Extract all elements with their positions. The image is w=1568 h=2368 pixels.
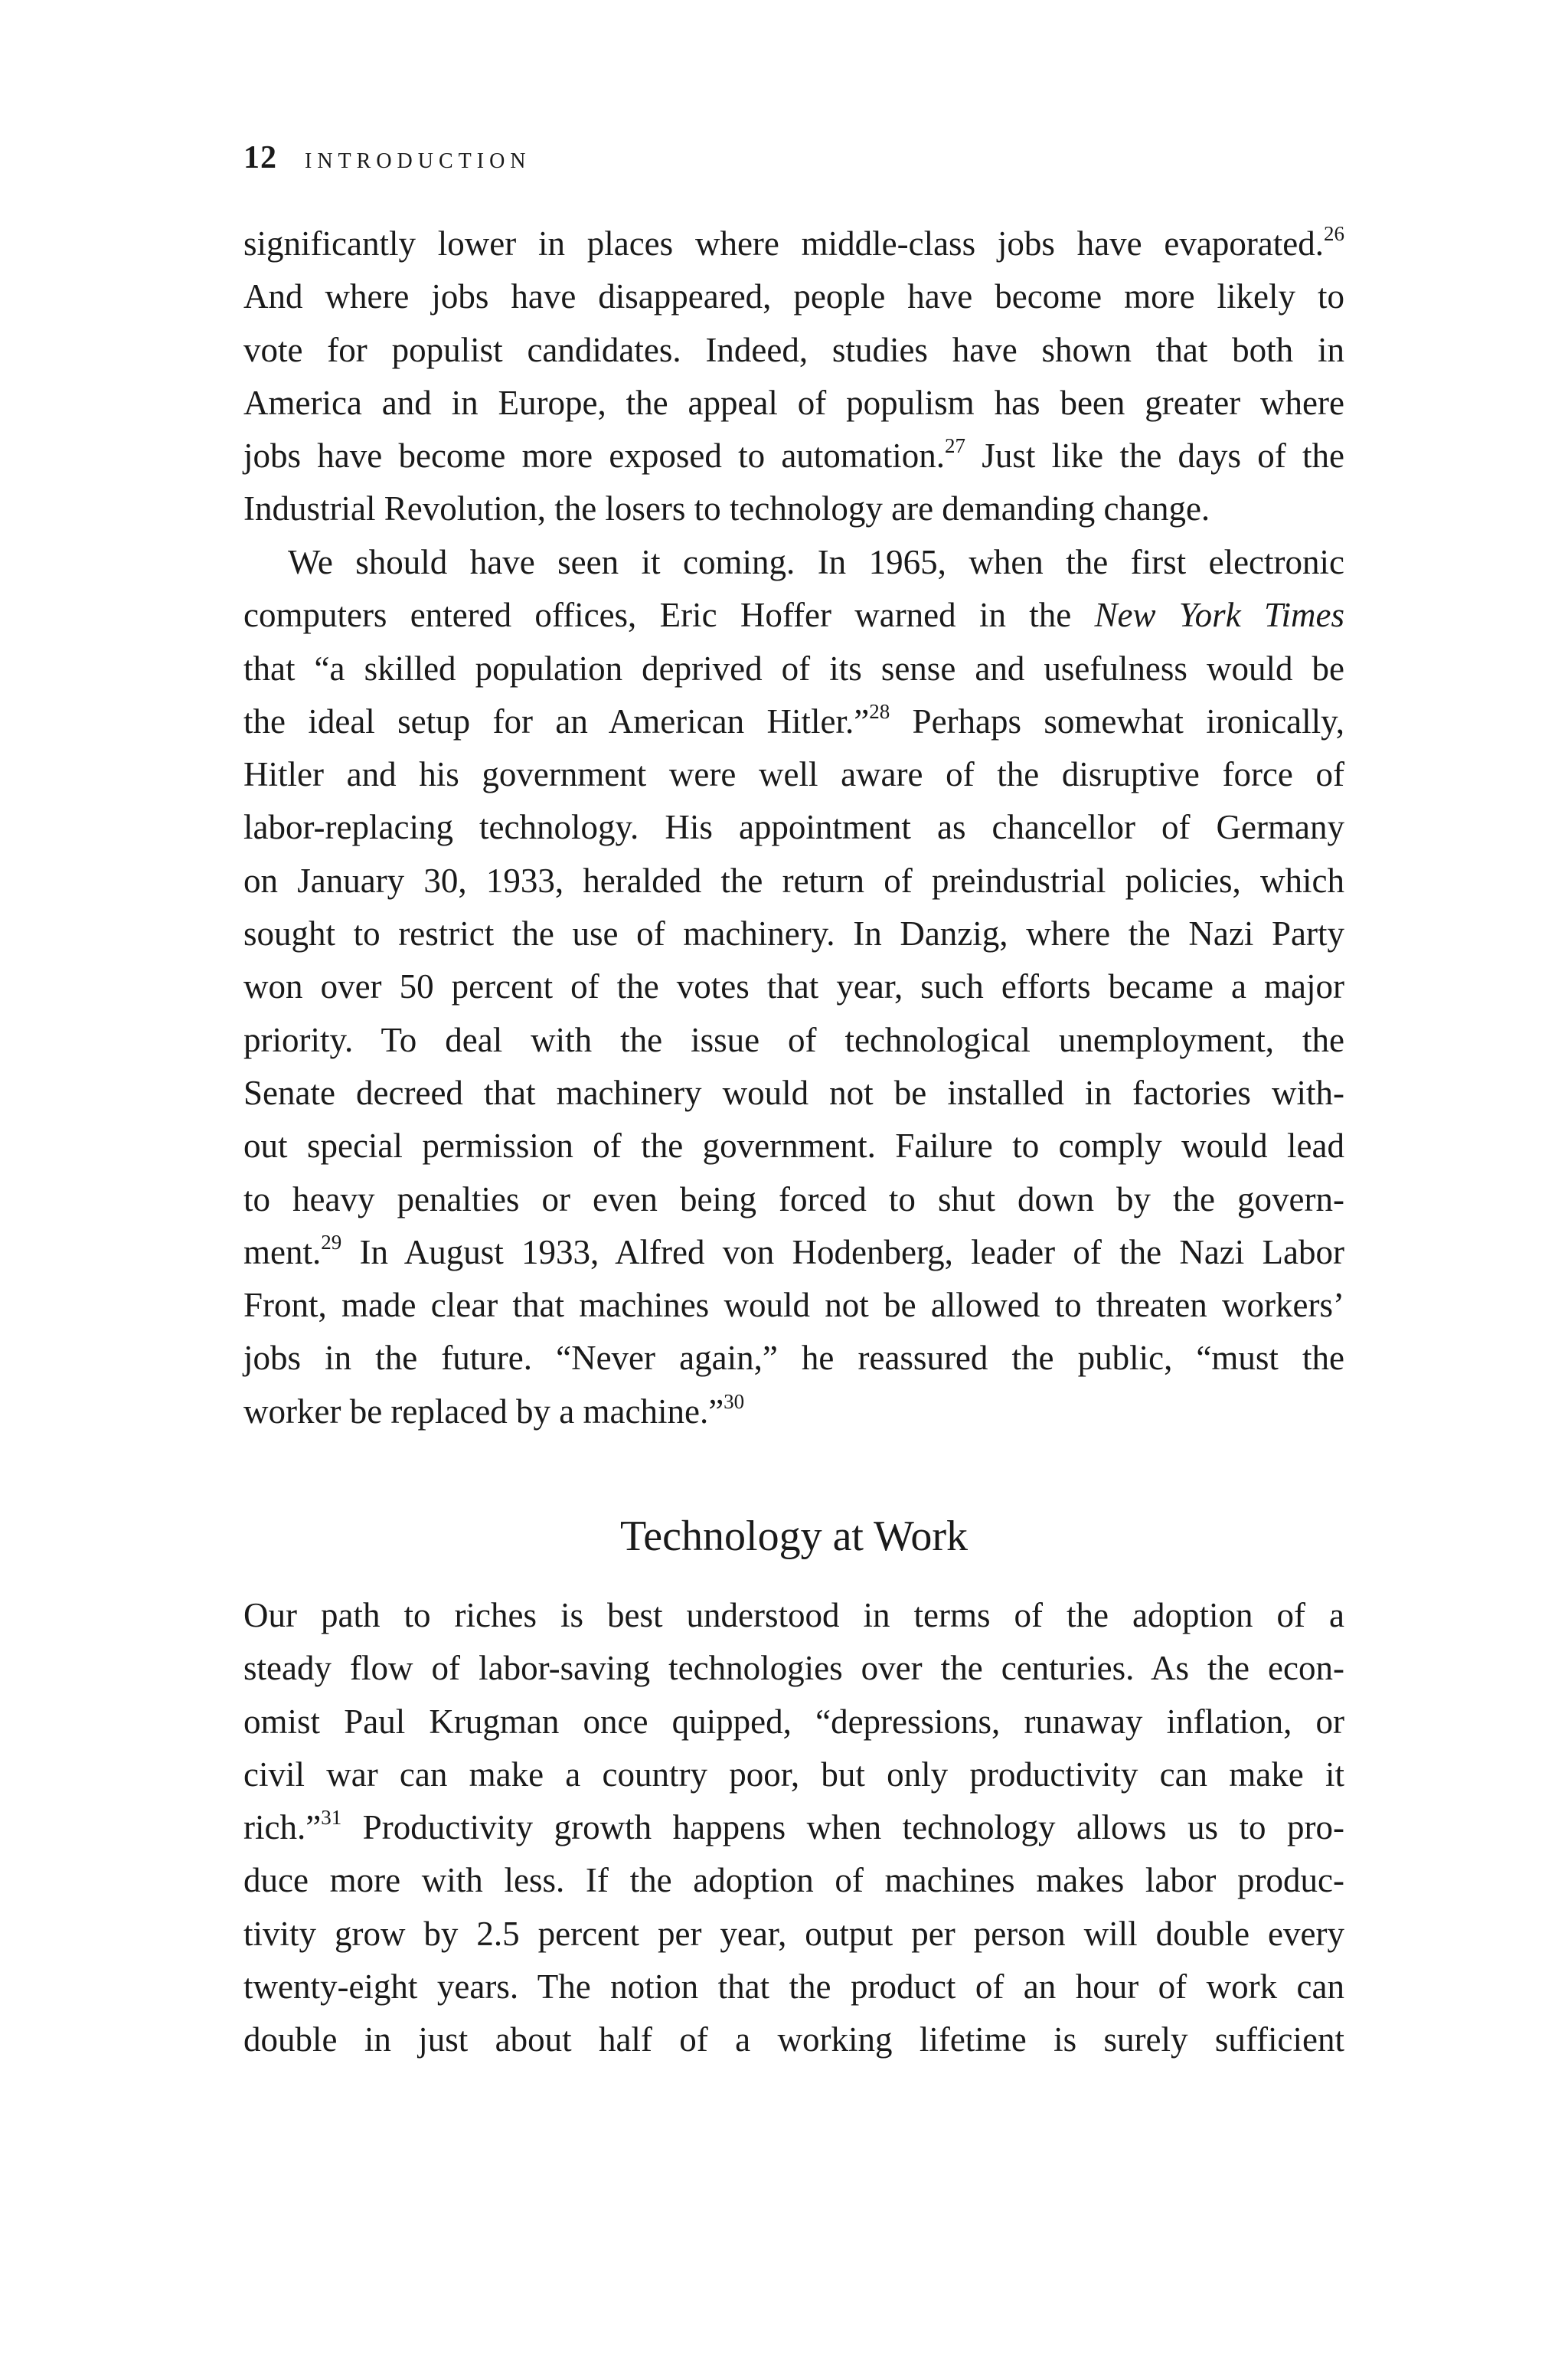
footnote-ref: 31 bbox=[321, 1806, 342, 1830]
text-line: civil war can make a country poor, but only productivity can make it bbox=[243, 1755, 1344, 1794]
text-line: the ideal setup for an American Hitler.”$^{28}$ Perhaps somewhat ironically, bbox=[243, 700, 1344, 741]
text-line: America and in Europe, the appeal of populism has been greater where bbox=[243, 383, 1344, 422]
text-line: computers entered offices, Eric Hoffer warned in the New York Times bbox=[243, 596, 1344, 635]
text-line: twenty-eight years. The notion that the product of an hour of work can bbox=[243, 1967, 1344, 2007]
text-line: And where jobs have disappeared, people have become more likely to bbox=[243, 277, 1344, 316]
section-title: INTRODUCTION bbox=[305, 149, 531, 173]
text-line: won over 50 percent of the votes that year, such efforts became a major bbox=[243, 967, 1344, 1006]
paragraph-continued bbox=[243, 218, 1344, 536]
text-line: ment.$^{29}$ In August 1933, Alfred von Hodenberg, leader of the Nazi Labor bbox=[243, 1230, 1344, 1271]
text-line: Senate decreed that machinery would not be installed in factories with- bbox=[243, 1073, 1344, 1112]
text-line: Our path to riches is best understood in terms of the adoption of a bbox=[243, 1596, 1344, 1634]
publication-title: New York Times bbox=[1094, 596, 1344, 635]
text-line: significantly lower in places where middle-class jobs have evaporated.$^{26}$ bbox=[243, 222, 1344, 263]
footnote-ref: 27 bbox=[945, 434, 966, 458]
footnote-ref: 30 bbox=[724, 1389, 745, 1413]
section-heading: Technology at Work bbox=[620, 1513, 968, 1560]
text-line: vote for populist candidates. Indeed, studies have shown that both in bbox=[243, 330, 1344, 369]
text-line: Industrial Revolution, the losers to technology are demanding change. bbox=[243, 489, 1210, 528]
text-line: omist Paul Krugman once quipped, “depressions, runaway inflation, or bbox=[243, 1702, 1344, 1741]
text-line: priority. To deal with the issue of technological unemployment, the bbox=[243, 1020, 1344, 1059]
text-line: out special permission of the government. Failure to comply would lead bbox=[243, 1127, 1344, 1166]
text-line: rich.”$^{31}$ Productivity growth happens when technology allows us to pro- bbox=[243, 1806, 1344, 1847]
paragraph bbox=[243, 536, 1344, 1438]
text-line: We should have seen it coming. In 1965, when the first electronic bbox=[288, 543, 1344, 581]
text-line: double in just about half of a working lifetime is surely sufficient bbox=[243, 2020, 1344, 2059]
text-line: steady flow of labor-saving technologies over the centuries. As the econ- bbox=[243, 1649, 1344, 1688]
footnote-ref: 26 bbox=[1324, 222, 1344, 246]
text-line: worker be replaced by a machine.”$^{30}$ bbox=[243, 1389, 745, 1431]
text-line: Hitler and his government were well aware of the disruptive force of bbox=[243, 755, 1344, 794]
text-line: Front, made clear that machines would not be allowed to threaten workers’ bbox=[243, 1286, 1344, 1325]
text-line: jobs in the future. “Never again,” he reassured the public, “must the bbox=[243, 1339, 1344, 1378]
text-line: jobs have become more exposed to automation.$^{27}$ Just like the days of the bbox=[243, 434, 1344, 476]
footnote-ref: 28 bbox=[869, 700, 890, 723]
text-line: labor-replacing technology. His appointment as chancellor of Germany bbox=[243, 808, 1344, 847]
text-line: to heavy penalties or even being forced to shut down by the govern- bbox=[243, 1179, 1344, 1218]
paragraph bbox=[243, 1589, 1344, 2067]
footnote-ref: 29 bbox=[321, 1230, 342, 1254]
text-line: on January 30, 1933, heralded the return of preindustrial policies, which bbox=[243, 861, 1344, 900]
text-line: sought to restrict the use of machinery. In Danzig, where the Nazi Party bbox=[243, 914, 1344, 953]
text-line: tivity grow by 2.5 percent per year, output per person will double every bbox=[243, 1914, 1344, 1953]
page-number: 12 bbox=[243, 140, 277, 175]
text-line: that “a skilled population deprived of its sense and usefulness would be bbox=[243, 649, 1344, 688]
text-line: duce more with less. If the adoption of machines makes labor produc- bbox=[243, 1861, 1344, 1900]
running-head bbox=[243, 139, 531, 185]
